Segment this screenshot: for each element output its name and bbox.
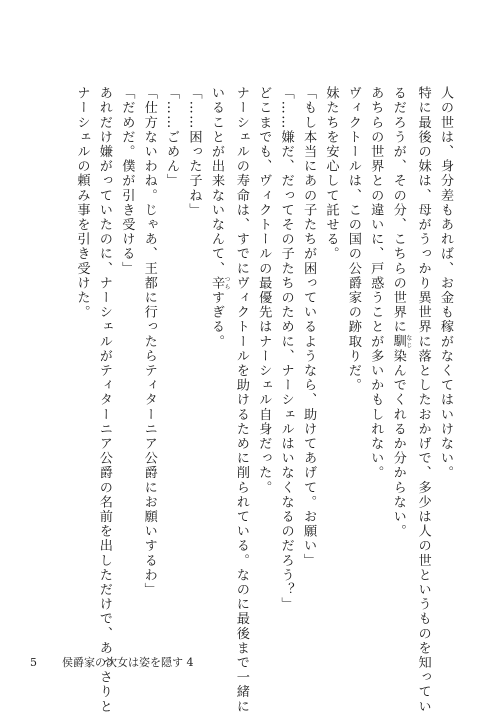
text-line: 人の世は、身分差もあれば、お金も稼がなくてはいけない。 bbox=[438, 86, 453, 481]
text-fragment: るだろうが、その分、こちらの世界に bbox=[390, 86, 406, 335]
page-footer bbox=[30, 654, 194, 670]
ruby-base: 馴 bbox=[390, 334, 406, 349]
text-line bbox=[205, 86, 230, 646]
text-line: ヴィクトールは、この国の公爵家の跡取りだ。 bbox=[345, 86, 361, 393]
ruby-reading: つら bbox=[222, 275, 230, 291]
text-line: どこまでも、ヴィクトールの最優先はナーシェル自身だった。 bbox=[256, 86, 272, 495]
text-line: ナーシェルの頼み事を引き受けた。 bbox=[74, 86, 90, 320]
book-title: 侯爵家の次女は姿を隠す 4 bbox=[62, 656, 194, 669]
dialogue-line: 「もし本当にあの子たちが困っているようなら、助けてあげて。お願い」 bbox=[301, 86, 317, 568]
ruby-base: 辛 bbox=[208, 275, 224, 291]
ruby-najimi bbox=[390, 334, 412, 349]
text-fragment: 染んでくれるか分からない。 bbox=[390, 348, 406, 539]
text-line: 妹たちを安心して託せる。 bbox=[323, 86, 339, 262]
dialogue-line: 「だめだ。僕が引き受ける」 bbox=[119, 86, 135, 276]
text-line: あちらの世界との違いに、戸惑うことが多いかもしれない。 bbox=[368, 86, 384, 481]
dialogue-line: 「……困った子ね」 bbox=[186, 86, 202, 218]
text-fragment: いることが出来ないなんて、 bbox=[208, 86, 224, 276]
dialogue-line: 「……嫌だ、だってその子たちのために、ナーシェルはいなくなるのだろう？」 bbox=[278, 86, 294, 612]
text-line: 特に最後の妹は、母がうっかり異世界に落としたおかげで、多少は人の世というものを知ってい bbox=[415, 86, 431, 714]
ruby-reading: なじ bbox=[404, 334, 412, 349]
page-number: 5 bbox=[30, 656, 37, 669]
text-line bbox=[386, 86, 411, 646]
dialogue-line: 「……ごめん」 bbox=[164, 86, 180, 189]
text-line: あれだけ嫌がっていたのに、ナーシェルがティターニア公爵の名前を出しただけで、あっさりと bbox=[96, 86, 112, 714]
dialogue-line: 「仕方ないわね。じゃあ、王都に行ったらティターニア公爵にお願いするわ」 bbox=[141, 86, 157, 597]
text-fragment: すぎる。 bbox=[208, 290, 224, 349]
text-line: ナーシェルの寿命は、すでにヴィクトールを助けるために削られている。なのに最後まで一緒に bbox=[233, 86, 249, 714]
ruby-tsurai bbox=[208, 275, 230, 291]
